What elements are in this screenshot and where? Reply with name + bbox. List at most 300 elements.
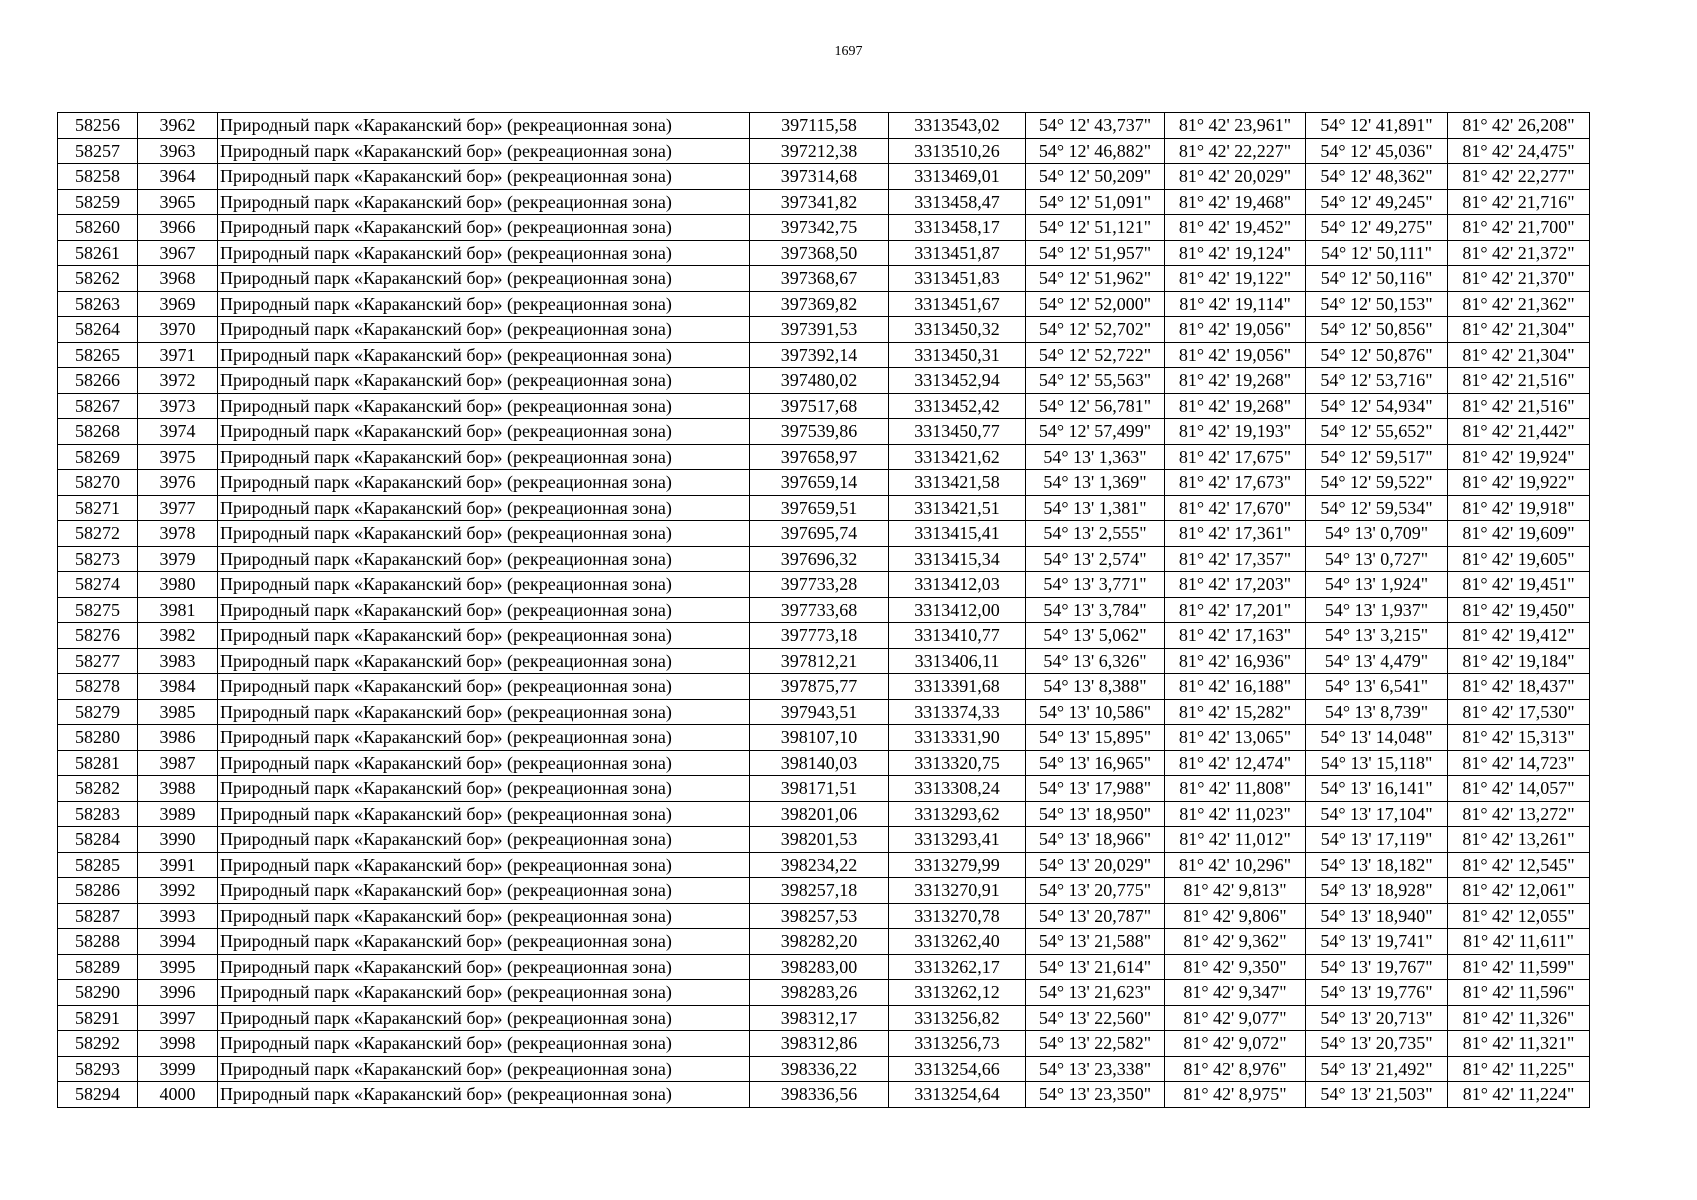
row-number-cell: 58291	[58, 1005, 138, 1031]
longitude-2-cell: 81° 42' 21,362"	[1448, 291, 1590, 317]
coordinate-x-cell: 397369,82	[750, 291, 889, 317]
latitude-1-cell: 54° 12' 52,702"	[1026, 317, 1165, 343]
longitude-1-cell: 81° 42' 11,808"	[1165, 776, 1306, 802]
zone-name-cell: Природный парк «Караканский бор» (рекреационная зона)	[218, 852, 750, 878]
coordinate-x-cell: 398257,18	[750, 878, 889, 904]
latitude-2-cell: 54° 13' 20,735"	[1306, 1031, 1448, 1057]
zone-name-cell: Природный парк «Караканский бор» (рекреационная зона)	[218, 368, 750, 394]
coordinate-y-cell: 3313415,41	[889, 521, 1026, 547]
point-number-cell: 3994	[138, 929, 218, 955]
longitude-1-cell: 81° 42' 9,072"	[1165, 1031, 1306, 1057]
longitude-1-cell: 81° 42' 23,961"	[1165, 113, 1306, 139]
table-row	[58, 1005, 1590, 1031]
latitude-2-cell: 54° 13' 17,119"	[1306, 827, 1448, 853]
table-row	[58, 113, 1590, 139]
longitude-1-cell: 81° 42' 19,122"	[1165, 266, 1306, 292]
zone-name-cell: Природный парк «Караканский бор» (рекреационная зона)	[218, 291, 750, 317]
latitude-1-cell: 54° 12' 51,121"	[1026, 215, 1165, 241]
latitude-2-cell: 54° 12' 48,362"	[1306, 164, 1448, 190]
latitude-1-cell: 54° 13' 21,623"	[1026, 980, 1165, 1006]
latitude-1-cell: 54° 12' 52,000"	[1026, 291, 1165, 317]
latitude-1-cell: 54° 12' 56,781"	[1026, 393, 1165, 419]
row-number-cell: 58289	[58, 954, 138, 980]
row-number-cell: 58276	[58, 623, 138, 649]
coordinate-x-cell: 397342,75	[750, 215, 889, 241]
row-number-cell: 58273	[58, 546, 138, 572]
table-row	[58, 597, 1590, 623]
row-number-cell: 58270	[58, 470, 138, 496]
coordinate-y-cell: 3313391,68	[889, 674, 1026, 700]
table-row	[58, 470, 1590, 496]
point-number-cell: 3995	[138, 954, 218, 980]
row-number-cell: 58259	[58, 189, 138, 215]
row-number-cell: 58265	[58, 342, 138, 368]
latitude-2-cell: 54° 12' 45,036"	[1306, 138, 1448, 164]
table-row	[58, 419, 1590, 445]
zone-name-cell: Природный парк «Караканский бор» (рекреационная зона)	[218, 546, 750, 572]
table-row	[58, 138, 1590, 164]
latitude-1-cell: 54° 12' 46,882"	[1026, 138, 1165, 164]
zone-name-cell: Природный парк «Караканский бор» (рекреационная зона)	[218, 189, 750, 215]
table-row	[58, 393, 1590, 419]
latitude-1-cell: 54° 12' 51,957"	[1026, 240, 1165, 266]
point-number-cell: 3977	[138, 495, 218, 521]
longitude-1-cell: 81° 42' 9,806"	[1165, 903, 1306, 929]
longitude-2-cell: 81° 42' 14,723"	[1448, 750, 1590, 776]
latitude-2-cell: 54° 13' 0,709"	[1306, 521, 1448, 547]
table-row	[58, 368, 1590, 394]
coordinate-y-cell: 3313262,12	[889, 980, 1026, 1006]
latitude-1-cell: 54° 13' 6,326"	[1026, 648, 1165, 674]
point-number-cell: 3985	[138, 699, 218, 725]
zone-name-cell: Природный парк «Караканский бор» (рекреационная зона)	[218, 1031, 750, 1057]
longitude-2-cell: 81° 42' 11,611"	[1448, 929, 1590, 955]
longitude-2-cell: 81° 42' 22,277"	[1448, 164, 1590, 190]
coordinate-x-cell: 398312,86	[750, 1031, 889, 1057]
coordinate-y-cell: 3313450,77	[889, 419, 1026, 445]
longitude-2-cell: 81° 42' 24,475"	[1448, 138, 1590, 164]
table-row	[58, 750, 1590, 776]
table-row	[58, 827, 1590, 853]
row-number-cell: 58294	[58, 1082, 138, 1108]
point-number-cell: 3967	[138, 240, 218, 266]
longitude-1-cell: 81° 42' 16,936"	[1165, 648, 1306, 674]
latitude-1-cell: 54° 13' 22,560"	[1026, 1005, 1165, 1031]
table-row	[58, 189, 1590, 215]
latitude-2-cell: 54° 13' 18,928"	[1306, 878, 1448, 904]
coordinate-x-cell: 398201,53	[750, 827, 889, 853]
point-number-cell: 3990	[138, 827, 218, 853]
coordinate-x-cell: 398234,22	[750, 852, 889, 878]
table-row	[58, 648, 1590, 674]
longitude-1-cell: 81° 42' 17,675"	[1165, 444, 1306, 470]
table-row	[58, 444, 1590, 470]
point-number-cell: 3981	[138, 597, 218, 623]
zone-name-cell: Природный парк «Караканский бор» (рекреационная зона)	[218, 623, 750, 649]
coordinate-x-cell: 398201,06	[750, 801, 889, 827]
latitude-1-cell: 54° 13' 3,771"	[1026, 572, 1165, 598]
coordinate-x-cell: 398257,53	[750, 903, 889, 929]
zone-name-cell: Природный парк «Караканский бор» (рекреационная зона)	[218, 240, 750, 266]
table-row	[58, 725, 1590, 751]
row-number-cell: 58256	[58, 113, 138, 139]
row-number-cell: 58284	[58, 827, 138, 853]
latitude-1-cell: 54° 13' 23,338"	[1026, 1056, 1165, 1082]
latitude-1-cell: 54° 13' 17,988"	[1026, 776, 1165, 802]
coordinate-x-cell: 397314,68	[750, 164, 889, 190]
table-row	[58, 521, 1590, 547]
row-number-cell: 58262	[58, 266, 138, 292]
row-number-cell: 58258	[58, 164, 138, 190]
table-row	[58, 699, 1590, 725]
longitude-2-cell: 81° 42' 19,609"	[1448, 521, 1590, 547]
zone-name-cell: Природный парк «Караканский бор» (рекреационная зона)	[218, 470, 750, 496]
longitude-1-cell: 81° 42' 19,056"	[1165, 342, 1306, 368]
latitude-1-cell: 54° 12' 43,737"	[1026, 113, 1165, 139]
longitude-1-cell: 81° 42' 19,056"	[1165, 317, 1306, 343]
row-number-cell: 58271	[58, 495, 138, 521]
coordinate-x-cell: 398171,51	[750, 776, 889, 802]
coordinate-y-cell: 3313279,99	[889, 852, 1026, 878]
table-row	[58, 903, 1590, 929]
point-number-cell: 3976	[138, 470, 218, 496]
coordinate-y-cell: 3313256,82	[889, 1005, 1026, 1031]
point-number-cell: 3989	[138, 801, 218, 827]
point-number-cell: 3998	[138, 1031, 218, 1057]
latitude-2-cell: 54° 13' 19,767"	[1306, 954, 1448, 980]
row-number-cell: 58283	[58, 801, 138, 827]
longitude-2-cell: 81° 42' 21,372"	[1448, 240, 1590, 266]
latitude-2-cell: 54° 12' 50,116"	[1306, 266, 1448, 292]
coordinate-x-cell: 397812,21	[750, 648, 889, 674]
zone-name-cell: Природный парк «Караканский бор» (рекреационная зона)	[218, 266, 750, 292]
latitude-1-cell: 54° 12' 52,722"	[1026, 342, 1165, 368]
coordinate-x-cell: 397212,38	[750, 138, 889, 164]
point-number-cell: 3970	[138, 317, 218, 343]
table-row	[58, 342, 1590, 368]
zone-name-cell: Природный парк «Караканский бор» (рекреационная зона)	[218, 648, 750, 674]
coordinate-y-cell: 3313543,02	[889, 113, 1026, 139]
table-row	[58, 852, 1590, 878]
longitude-1-cell: 81° 42' 16,188"	[1165, 674, 1306, 700]
latitude-1-cell: 54° 12' 50,209"	[1026, 164, 1165, 190]
point-number-cell: 3993	[138, 903, 218, 929]
latitude-1-cell: 54° 13' 20,029"	[1026, 852, 1165, 878]
latitude-2-cell: 54° 12' 53,716"	[1306, 368, 1448, 394]
coordinate-y-cell: 3313510,26	[889, 138, 1026, 164]
table-row	[58, 801, 1590, 827]
coordinate-y-cell: 3313254,66	[889, 1056, 1026, 1082]
coordinate-y-cell: 3313458,17	[889, 215, 1026, 241]
longitude-2-cell: 81° 42' 13,272"	[1448, 801, 1590, 827]
latitude-1-cell: 54° 13' 23,350"	[1026, 1082, 1165, 1108]
latitude-1-cell: 54° 13' 1,369"	[1026, 470, 1165, 496]
longitude-2-cell: 81° 42' 21,304"	[1448, 342, 1590, 368]
zone-name-cell: Природный парк «Караканский бор» (рекреационная зона)	[218, 699, 750, 725]
zone-name-cell: Природный парк «Караканский бор» (рекреационная зона)	[218, 215, 750, 241]
latitude-2-cell: 54° 13' 3,215"	[1306, 623, 1448, 649]
latitude-2-cell: 54° 13' 1,937"	[1306, 597, 1448, 623]
latitude-1-cell: 54° 13' 21,614"	[1026, 954, 1165, 980]
coordinate-y-cell: 3313254,64	[889, 1082, 1026, 1108]
row-number-cell: 58267	[58, 393, 138, 419]
point-number-cell: 3971	[138, 342, 218, 368]
latitude-2-cell: 54° 13' 1,924"	[1306, 572, 1448, 598]
coordinate-y-cell: 3313262,17	[889, 954, 1026, 980]
longitude-2-cell: 81° 42' 11,321"	[1448, 1031, 1590, 1057]
coordinate-y-cell: 3313410,77	[889, 623, 1026, 649]
point-number-cell: 3974	[138, 419, 218, 445]
point-number-cell: 3968	[138, 266, 218, 292]
longitude-1-cell: 81° 42' 17,357"	[1165, 546, 1306, 572]
longitude-1-cell: 81° 42' 11,012"	[1165, 827, 1306, 853]
longitude-1-cell: 81° 42' 9,350"	[1165, 954, 1306, 980]
longitude-2-cell: 81° 42' 19,184"	[1448, 648, 1590, 674]
row-number-cell: 58272	[58, 521, 138, 547]
latitude-2-cell: 54° 12' 49,275"	[1306, 215, 1448, 241]
point-number-cell: 3978	[138, 521, 218, 547]
row-number-cell: 58290	[58, 980, 138, 1006]
zone-name-cell: Природный парк «Караканский бор» (рекреационная зона)	[218, 776, 750, 802]
row-number-cell: 58277	[58, 648, 138, 674]
coordinates-table	[57, 112, 1590, 1108]
table-row	[58, 1056, 1590, 1082]
longitude-1-cell: 81° 42' 19,124"	[1165, 240, 1306, 266]
point-number-cell: 3987	[138, 750, 218, 776]
coordinate-y-cell: 3313469,01	[889, 164, 1026, 190]
coordinate-y-cell: 3313452,42	[889, 393, 1026, 419]
coordinate-x-cell: 397539,86	[750, 419, 889, 445]
longitude-1-cell: 81° 42' 17,203"	[1165, 572, 1306, 598]
page-number: 1697	[834, 44, 863, 59]
row-number-cell: 58286	[58, 878, 138, 904]
table-body	[58, 113, 1590, 1108]
point-number-cell: 3966	[138, 215, 218, 241]
coordinate-y-cell: 3313415,34	[889, 546, 1026, 572]
row-number-cell: 58274	[58, 572, 138, 598]
longitude-2-cell: 81° 42' 11,326"	[1448, 1005, 1590, 1031]
zone-name-cell: Природный парк «Караканский бор» (рекреационная зона)	[218, 342, 750, 368]
zone-name-cell: Природный парк «Караканский бор» (рекреационная зона)	[218, 1082, 750, 1108]
longitude-1-cell: 81° 42' 17,163"	[1165, 623, 1306, 649]
longitude-1-cell: 81° 42' 9,077"	[1165, 1005, 1306, 1031]
zone-name-cell: Природный парк «Караканский бор» (рекреационная зона)	[218, 725, 750, 751]
latitude-1-cell: 54° 13' 1,363"	[1026, 444, 1165, 470]
coordinate-x-cell: 397391,53	[750, 317, 889, 343]
zone-name-cell: Природный парк «Караканский бор» (рекреационная зона)	[218, 827, 750, 853]
latitude-2-cell: 54° 12' 50,153"	[1306, 291, 1448, 317]
latitude-1-cell: 54° 13' 22,582"	[1026, 1031, 1165, 1057]
point-number-cell: 3975	[138, 444, 218, 470]
row-number-cell: 58288	[58, 929, 138, 955]
point-number-cell: 3963	[138, 138, 218, 164]
table-row	[58, 291, 1590, 317]
longitude-1-cell: 81° 42' 19,452"	[1165, 215, 1306, 241]
coordinate-y-cell: 3313331,90	[889, 725, 1026, 751]
zone-name-cell: Природный парк «Караканский бор» (рекреационная зона)	[218, 164, 750, 190]
longitude-1-cell: 81° 42' 17,201"	[1165, 597, 1306, 623]
table-row	[58, 164, 1590, 190]
coordinate-y-cell: 3313262,40	[889, 929, 1026, 955]
latitude-2-cell: 54° 13' 19,741"	[1306, 929, 1448, 955]
coordinate-y-cell: 3313270,78	[889, 903, 1026, 929]
point-number-cell: 3972	[138, 368, 218, 394]
longitude-2-cell: 81° 42' 12,055"	[1448, 903, 1590, 929]
latitude-1-cell: 54° 13' 5,062"	[1026, 623, 1165, 649]
latitude-2-cell: 54° 12' 59,517"	[1306, 444, 1448, 470]
point-number-cell: 3991	[138, 852, 218, 878]
point-number-cell: 3988	[138, 776, 218, 802]
table-row	[58, 1082, 1590, 1108]
longitude-2-cell: 81° 42' 21,716"	[1448, 189, 1590, 215]
coordinate-y-cell: 3313293,62	[889, 801, 1026, 827]
coordinate-y-cell: 3313374,33	[889, 699, 1026, 725]
coordinate-y-cell: 3313308,24	[889, 776, 1026, 802]
zone-name-cell: Природный парк «Караканский бор» (рекреационная зона)	[218, 113, 750, 139]
latitude-2-cell: 54° 13' 17,104"	[1306, 801, 1448, 827]
table-row	[58, 1031, 1590, 1057]
row-number-cell: 58266	[58, 368, 138, 394]
zone-name-cell: Природный парк «Караканский бор» (рекреационная зона)	[218, 929, 750, 955]
longitude-2-cell: 81° 42' 12,061"	[1448, 878, 1590, 904]
longitude-2-cell: 81° 42' 11,224"	[1448, 1082, 1590, 1108]
coordinate-y-cell: 3313421,51	[889, 495, 1026, 521]
latitude-1-cell: 54° 13' 8,388"	[1026, 674, 1165, 700]
latitude-1-cell: 54° 13' 21,588"	[1026, 929, 1165, 955]
zone-name-cell: Природный парк «Караканский бор» (рекреационная зона)	[218, 750, 750, 776]
longitude-1-cell: 81° 42' 8,976"	[1165, 1056, 1306, 1082]
longitude-2-cell: 81° 42' 13,261"	[1448, 827, 1590, 853]
longitude-1-cell: 81° 42' 17,673"	[1165, 470, 1306, 496]
zone-name-cell: Природный парк «Караканский бор» (рекреационная зона)	[218, 878, 750, 904]
coordinate-y-cell: 3313450,31	[889, 342, 1026, 368]
latitude-1-cell: 54° 13' 18,950"	[1026, 801, 1165, 827]
coordinate-y-cell: 3313421,58	[889, 470, 1026, 496]
table-row	[58, 495, 1590, 521]
coordinate-y-cell: 3313451,83	[889, 266, 1026, 292]
zone-name-cell: Природный парк «Караканский бор» (рекреационная зона)	[218, 419, 750, 445]
table-row	[58, 878, 1590, 904]
coordinate-x-cell: 398140,03	[750, 750, 889, 776]
row-number-cell: 58278	[58, 674, 138, 700]
table-row	[58, 546, 1590, 572]
latitude-2-cell: 54° 13' 0,727"	[1306, 546, 1448, 572]
longitude-1-cell: 81° 42' 10,296"	[1165, 852, 1306, 878]
longitude-2-cell: 81° 42' 11,225"	[1448, 1056, 1590, 1082]
zone-name-cell: Природный парк «Караканский бор» (рекреационная зона)	[218, 572, 750, 598]
table-row	[58, 572, 1590, 598]
longitude-2-cell: 81° 42' 12,545"	[1448, 852, 1590, 878]
longitude-2-cell: 81° 42' 21,700"	[1448, 215, 1590, 241]
zone-name-cell: Природный парк «Караканский бор» (рекреационная зона)	[218, 138, 750, 164]
longitude-1-cell: 81° 42' 19,268"	[1165, 393, 1306, 419]
coordinate-x-cell: 397696,32	[750, 546, 889, 572]
row-number-cell: 58269	[58, 444, 138, 470]
row-number-cell: 58282	[58, 776, 138, 802]
point-number-cell: 3986	[138, 725, 218, 751]
zone-name-cell: Природный парк «Караканский бор» (рекреационная зона)	[218, 1005, 750, 1031]
longitude-1-cell: 81° 42' 11,023"	[1165, 801, 1306, 827]
coordinate-x-cell: 397659,51	[750, 495, 889, 521]
latitude-2-cell: 54° 13' 16,141"	[1306, 776, 1448, 802]
table-row	[58, 623, 1590, 649]
longitude-2-cell: 81° 42' 18,437"	[1448, 674, 1590, 700]
row-number-cell: 58268	[58, 419, 138, 445]
latitude-2-cell: 54° 13' 20,713"	[1306, 1005, 1448, 1031]
coordinate-x-cell: 398336,56	[750, 1082, 889, 1108]
longitude-1-cell: 81° 42' 9,813"	[1165, 878, 1306, 904]
zone-name-cell: Природный парк «Караканский бор» (рекреационная зона)	[218, 980, 750, 1006]
coordinate-y-cell: 3313412,00	[889, 597, 1026, 623]
coordinate-y-cell: 3313451,87	[889, 240, 1026, 266]
row-number-cell: 58263	[58, 291, 138, 317]
coordinate-y-cell: 3313270,91	[889, 878, 1026, 904]
table-row	[58, 776, 1590, 802]
latitude-2-cell: 54° 12' 55,652"	[1306, 419, 1448, 445]
point-number-cell: 3969	[138, 291, 218, 317]
point-number-cell: 3979	[138, 546, 218, 572]
zone-name-cell: Природный парк «Караканский бор» (рекреационная зона)	[218, 317, 750, 343]
coordinate-x-cell: 397733,28	[750, 572, 889, 598]
latitude-2-cell: 54° 12' 54,934"	[1306, 393, 1448, 419]
latitude-1-cell: 54° 13' 20,787"	[1026, 903, 1165, 929]
latitude-1-cell: 54° 13' 1,381"	[1026, 495, 1165, 521]
coordinate-y-cell: 3313450,32	[889, 317, 1026, 343]
latitude-2-cell: 54° 13' 21,503"	[1306, 1082, 1448, 1108]
zone-name-cell: Природный парк «Караканский бор» (рекреационная зона)	[218, 903, 750, 929]
point-number-cell: 3980	[138, 572, 218, 598]
longitude-2-cell: 81° 42' 19,412"	[1448, 623, 1590, 649]
point-number-cell: 3973	[138, 393, 218, 419]
coordinate-y-cell: 3313412,03	[889, 572, 1026, 598]
longitude-1-cell: 81° 42' 20,029"	[1165, 164, 1306, 190]
point-number-cell: 3997	[138, 1005, 218, 1031]
point-number-cell: 4000	[138, 1082, 218, 1108]
longitude-2-cell: 81° 42' 19,918"	[1448, 495, 1590, 521]
longitude-2-cell: 81° 42' 19,922"	[1448, 470, 1590, 496]
longitude-2-cell: 81° 42' 19,605"	[1448, 546, 1590, 572]
latitude-2-cell: 54° 13' 14,048"	[1306, 725, 1448, 751]
point-number-cell: 3992	[138, 878, 218, 904]
longitude-2-cell: 81° 42' 19,924"	[1448, 444, 1590, 470]
coordinate-x-cell: 398107,10	[750, 725, 889, 751]
longitude-2-cell: 81° 42' 17,530"	[1448, 699, 1590, 725]
longitude-1-cell: 81° 42' 13,065"	[1165, 725, 1306, 751]
longitude-1-cell: 81° 42' 9,362"	[1165, 929, 1306, 955]
coordinate-x-cell: 397480,02	[750, 368, 889, 394]
longitude-1-cell: 81° 42' 19,193"	[1165, 419, 1306, 445]
zone-name-cell: Природный парк «Караканский бор» (рекреационная зона)	[218, 1056, 750, 1082]
latitude-1-cell: 54° 13' 10,586"	[1026, 699, 1165, 725]
latitude-1-cell: 54° 13' 18,966"	[1026, 827, 1165, 853]
coordinate-x-cell: 397659,14	[750, 470, 889, 496]
latitude-2-cell: 54° 13' 6,541"	[1306, 674, 1448, 700]
longitude-2-cell: 81° 42' 11,599"	[1448, 954, 1590, 980]
coordinate-y-cell: 3313421,62	[889, 444, 1026, 470]
latitude-1-cell: 54° 12' 51,962"	[1026, 266, 1165, 292]
latitude-2-cell: 54° 12' 41,891"	[1306, 113, 1448, 139]
longitude-1-cell: 81° 42' 19,468"	[1165, 189, 1306, 215]
longitude-2-cell: 81° 42' 26,208"	[1448, 113, 1590, 139]
latitude-1-cell: 54° 13' 15,895"	[1026, 725, 1165, 751]
latitude-1-cell: 54° 13' 16,965"	[1026, 750, 1165, 776]
row-number-cell: 58293	[58, 1056, 138, 1082]
row-number-cell: 58292	[58, 1031, 138, 1057]
coordinate-x-cell: 397695,74	[750, 521, 889, 547]
row-number-cell: 58281	[58, 750, 138, 776]
latitude-1-cell: 54° 12' 51,091"	[1026, 189, 1165, 215]
longitude-2-cell: 81° 42' 21,516"	[1448, 368, 1590, 394]
